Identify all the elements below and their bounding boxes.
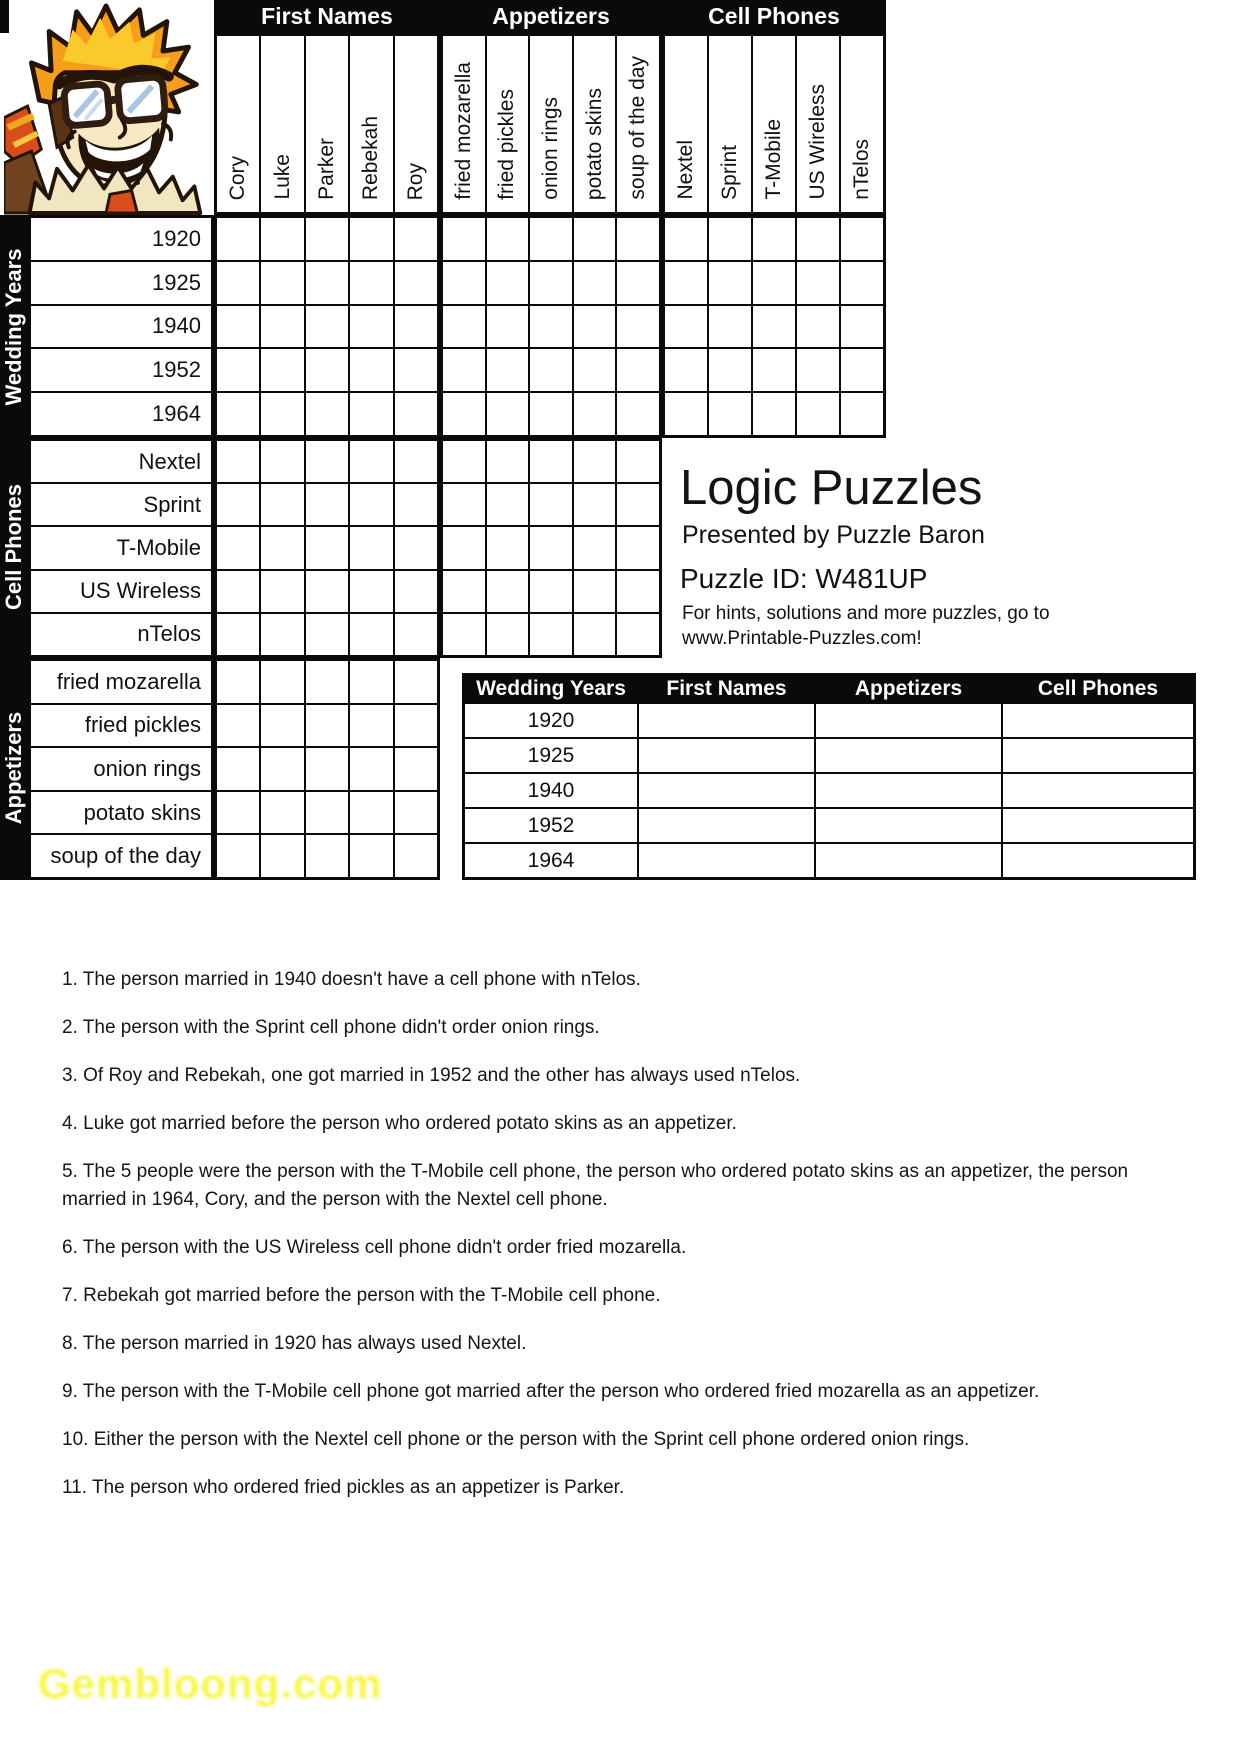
answer-table-header: First Names bbox=[639, 676, 814, 702]
grid-cell[interactable] bbox=[617, 614, 659, 655]
column-header-label: fried pickles bbox=[495, 89, 519, 200]
grid-cell[interactable] bbox=[306, 614, 348, 655]
column-group-title: First Names bbox=[261, 3, 393, 29]
grid-cell[interactable] bbox=[306, 705, 348, 747]
grid-cell[interactable] bbox=[487, 614, 529, 655]
grid-cell[interactable] bbox=[217, 792, 259, 834]
grid-cell[interactable] bbox=[350, 661, 392, 703]
column-header-label: Parker bbox=[314, 138, 338, 200]
column-header-label: Cory bbox=[226, 155, 250, 200]
answer-table-cell[interactable] bbox=[639, 809, 814, 842]
column-header-label: potato skins bbox=[582, 87, 606, 200]
grid-cell[interactable] bbox=[306, 218, 348, 260]
grid-cell[interactable] bbox=[306, 441, 348, 482]
answer-table-cell[interactable] bbox=[639, 704, 814, 737]
answer-table-cell[interactable] bbox=[1003, 844, 1193, 877]
grid-cell[interactable] bbox=[574, 441, 616, 482]
grid-cell[interactable] bbox=[350, 262, 392, 304]
answer-table-cell[interactable] bbox=[1003, 809, 1193, 842]
grid-block-names-phones bbox=[214, 438, 440, 658]
column-header-label: Rebekah bbox=[359, 115, 383, 200]
grid-block-names-appetizers bbox=[214, 658, 440, 880]
grid-cell[interactable] bbox=[574, 393, 616, 435]
grid-cell[interactable] bbox=[443, 484, 485, 525]
grid-cell[interactable] bbox=[617, 218, 659, 260]
grid-cell[interactable] bbox=[395, 441, 437, 482]
clue-item: 9. The person with the T-Mobile cell phone got married after the person who ordered fried mozarella as an appetizer. bbox=[62, 1381, 1040, 1402]
row-label: nTelos bbox=[31, 614, 211, 655]
column-header-label: Sprint bbox=[718, 145, 741, 200]
clue-item: 11. The person who ordered fried pickles as an appetizer is Parker. bbox=[62, 1477, 625, 1498]
grid-cell[interactable] bbox=[530, 393, 572, 435]
row-group-title: Cell Phones bbox=[1, 484, 26, 610]
grid-cell[interactable] bbox=[797, 393, 839, 435]
column-group-header-bar bbox=[214, 0, 886, 33]
grid-cell[interactable] bbox=[797, 306, 839, 348]
grid-cell[interactable] bbox=[665, 393, 707, 435]
answer-table-cell[interactable] bbox=[1003, 774, 1193, 807]
row-labels-cell-phones bbox=[28, 438, 214, 658]
column-header bbox=[487, 36, 529, 212]
grid-cell[interactable] bbox=[443, 306, 485, 348]
answer-table-cell[interactable] bbox=[816, 739, 1001, 772]
column-header bbox=[753, 36, 795, 212]
grid-cell[interactable] bbox=[217, 349, 259, 391]
row-group-title: Appetizers bbox=[1, 711, 26, 825]
grid-cell[interactable] bbox=[530, 484, 572, 525]
grid-cell[interactable] bbox=[841, 306, 883, 348]
grid-block-phones-years bbox=[662, 215, 886, 438]
grid-cell[interactable] bbox=[395, 835, 437, 877]
grid-cell[interactable] bbox=[350, 306, 392, 348]
row-label: fried mozarella bbox=[31, 661, 211, 703]
grid-block-appetizers-phones bbox=[440, 438, 662, 658]
grid-cell[interactable] bbox=[487, 306, 529, 348]
grid-cell[interactable] bbox=[530, 571, 572, 612]
hint-url: www.Printable-Puzzles.com! bbox=[682, 628, 922, 649]
grid-cell[interactable] bbox=[574, 614, 616, 655]
grid-cell[interactable] bbox=[350, 349, 392, 391]
grid-cell[interactable] bbox=[395, 218, 437, 260]
grid-cell[interactable] bbox=[709, 306, 751, 348]
grid-cell[interactable] bbox=[709, 262, 751, 304]
grid-cell[interactable] bbox=[261, 614, 303, 655]
grid-cell[interactable] bbox=[261, 441, 303, 482]
grid-cell[interactable] bbox=[350, 571, 392, 612]
grid-cell[interactable] bbox=[261, 393, 303, 435]
column-header-label: onion rings bbox=[538, 97, 562, 200]
clue-item: 1. The person married in 1940 doesn't have a cell phone with nTelos. bbox=[62, 969, 641, 990]
row-label: Nextel bbox=[31, 441, 211, 482]
grid-cell[interactable] bbox=[617, 262, 659, 304]
grid-cell[interactable] bbox=[487, 262, 529, 304]
grid-cell[interactable] bbox=[350, 614, 392, 655]
answer-table-cell[interactable] bbox=[816, 844, 1001, 877]
answer-table-cell[interactable] bbox=[639, 774, 814, 807]
answer-table bbox=[462, 673, 1196, 880]
column-header bbox=[841, 36, 883, 212]
column-header bbox=[797, 36, 839, 212]
answer-table-cell[interactable] bbox=[816, 704, 1001, 737]
grid-cell[interactable] bbox=[797, 262, 839, 304]
watermark: Gembloong.com bbox=[38, 1660, 383, 1707]
grid-cell[interactable] bbox=[709, 393, 751, 435]
answer-table-cell[interactable] bbox=[639, 844, 814, 877]
answer-table-year: 1925 bbox=[465, 739, 637, 772]
grid-cell[interactable] bbox=[574, 262, 616, 304]
grid-cell[interactable] bbox=[217, 748, 259, 790]
grid-cell[interactable] bbox=[617, 571, 659, 612]
row-label: fried pickles bbox=[31, 705, 211, 747]
grid-cell[interactable] bbox=[443, 527, 485, 568]
column-header-label: soup of the day bbox=[626, 56, 650, 200]
grid-cell[interactable] bbox=[443, 614, 485, 655]
answer-table-header: Cell Phones bbox=[1003, 676, 1193, 702]
grid-cell[interactable] bbox=[395, 571, 437, 612]
grid-cell[interactable] bbox=[617, 393, 659, 435]
grid-cell[interactable] bbox=[617, 527, 659, 568]
grid-block-appetizers-years bbox=[440, 215, 662, 438]
clue-item: 8. The person married in 1920 has always used Nextel. bbox=[62, 1333, 527, 1354]
grid-cell[interactable] bbox=[306, 393, 348, 435]
grid-cell[interactable] bbox=[261, 571, 303, 612]
answer-table-cell[interactable] bbox=[1003, 704, 1193, 737]
answer-table-cell[interactable] bbox=[1003, 739, 1193, 772]
grid-cell[interactable] bbox=[617, 441, 659, 482]
grid-cell[interactable] bbox=[261, 527, 303, 568]
grid-cell[interactable] bbox=[617, 306, 659, 348]
grid-cell[interactable] bbox=[530, 441, 572, 482]
grid-cell[interactable] bbox=[574, 484, 616, 525]
answer-table-cell[interactable] bbox=[816, 774, 1001, 807]
grid-cell[interactable] bbox=[217, 614, 259, 655]
grid-cell[interactable] bbox=[797, 218, 839, 260]
grid-cell[interactable] bbox=[306, 835, 348, 877]
answer-table-header: Wedding Years bbox=[465, 676, 637, 702]
column-headers-cell-phones bbox=[662, 33, 886, 215]
grid-cell[interactable] bbox=[261, 306, 303, 348]
column-header bbox=[665, 36, 707, 212]
grid-cell[interactable] bbox=[753, 306, 795, 348]
grid-cell[interactable] bbox=[306, 306, 348, 348]
grid-cell[interactable] bbox=[261, 792, 303, 834]
grid-cell[interactable] bbox=[617, 349, 659, 391]
row-label: US Wireless bbox=[31, 571, 211, 612]
grid-cell[interactable] bbox=[395, 262, 437, 304]
clue-item: 7. Rebekah got married before the person with the T-Mobile cell phone. bbox=[62, 1285, 661, 1306]
grid-cell[interactable] bbox=[487, 484, 529, 525]
grid-cell[interactable] bbox=[530, 527, 572, 568]
clue-item: 2. The person with the Sprint cell phone didn't order onion rings. bbox=[62, 1017, 600, 1038]
column-header bbox=[530, 36, 572, 212]
grid-cell[interactable] bbox=[306, 262, 348, 304]
grid-cell[interactable] bbox=[487, 393, 529, 435]
row-label: 1940 bbox=[31, 306, 211, 348]
grid-cell[interactable] bbox=[395, 792, 437, 834]
grid-cell[interactable] bbox=[350, 527, 392, 568]
grid-cell[interactable] bbox=[350, 441, 392, 482]
grid-block-names-years bbox=[214, 215, 440, 438]
grid-cell[interactable] bbox=[306, 527, 348, 568]
grid-cell[interactable] bbox=[841, 393, 883, 435]
grid-cell[interactable] bbox=[350, 705, 392, 747]
column-header-label: Luke bbox=[270, 154, 294, 200]
grid-cell[interactable] bbox=[350, 484, 392, 525]
grid-cell[interactable] bbox=[665, 306, 707, 348]
grid-cell[interactable] bbox=[395, 349, 437, 391]
column-header bbox=[350, 36, 392, 212]
grid-cell[interactable] bbox=[530, 262, 572, 304]
grid-cell[interactable] bbox=[530, 614, 572, 655]
grid-cell[interactable] bbox=[350, 393, 392, 435]
grid-cell[interactable] bbox=[261, 748, 303, 790]
grid-cell[interactable] bbox=[665, 218, 707, 260]
column-header bbox=[617, 36, 659, 212]
page-subtitle: Presented by Puzzle Baron bbox=[682, 521, 985, 549]
grid-cell[interactable] bbox=[797, 349, 839, 391]
grid-cell[interactable] bbox=[753, 349, 795, 391]
grid-cell[interactable] bbox=[217, 218, 259, 260]
column-header bbox=[443, 36, 485, 212]
grid-cell[interactable] bbox=[350, 218, 392, 260]
grid-cell[interactable] bbox=[395, 306, 437, 348]
grid-cell[interactable] bbox=[261, 262, 303, 304]
column-header-label: nTelos bbox=[850, 139, 873, 200]
row-labels-wedding-years bbox=[28, 215, 214, 438]
row-label: potato skins bbox=[31, 792, 211, 834]
grid-cell[interactable] bbox=[217, 835, 259, 877]
grid-cell[interactable] bbox=[443, 218, 485, 260]
answer-table-cell[interactable] bbox=[816, 809, 1001, 842]
column-header bbox=[261, 36, 303, 212]
grid-cell[interactable] bbox=[487, 218, 529, 260]
column-header bbox=[574, 36, 616, 212]
grid-cell[interactable] bbox=[395, 614, 437, 655]
grid-cell[interactable] bbox=[753, 262, 795, 304]
column-header-label: T-Mobile bbox=[762, 119, 785, 200]
row-labels-appetizers bbox=[28, 658, 214, 880]
clue-item: 3. Of Roy and Rebekah, one got married in 1952 and the other has always used nTelos. bbox=[62, 1065, 801, 1086]
grid-cell[interactable] bbox=[487, 349, 529, 391]
grid-cell[interactable] bbox=[709, 218, 751, 260]
clue-item: 4. Luke got married before the person who ordered potato skins as an appetizer. bbox=[62, 1113, 737, 1134]
grid-cell[interactable] bbox=[841, 349, 883, 391]
grid-cell[interactable] bbox=[530, 306, 572, 348]
grid-cell[interactable] bbox=[487, 571, 529, 612]
grid-cell[interactable] bbox=[217, 441, 259, 482]
row-label: Sprint bbox=[31, 484, 211, 525]
row-label: 1952 bbox=[31, 349, 211, 391]
clue-item: 6. The person with the US Wireless cell phone didn't order fried mozarella. bbox=[62, 1237, 687, 1258]
grid-cell[interactable] bbox=[395, 748, 437, 790]
hint-text-line1: For hints, solutions and more puzzles, go to bbox=[682, 603, 1050, 624]
grid-cell[interactable] bbox=[217, 306, 259, 348]
grid-cell[interactable] bbox=[574, 571, 616, 612]
grid-cell[interactable] bbox=[306, 571, 348, 612]
column-header-label: US Wireless bbox=[806, 84, 829, 200]
puzzle-baron-mascot bbox=[4, 0, 214, 215]
grid-cell[interactable] bbox=[574, 349, 616, 391]
grid-cell[interactable] bbox=[261, 349, 303, 391]
answer-table-year: 1940 bbox=[465, 774, 637, 807]
grid-cell[interactable] bbox=[217, 262, 259, 304]
grid-cell[interactable] bbox=[841, 218, 883, 260]
grid-cell[interactable] bbox=[487, 441, 529, 482]
grid-cell[interactable] bbox=[665, 349, 707, 391]
grid-cell[interactable] bbox=[443, 441, 485, 482]
column-header bbox=[709, 36, 751, 212]
grid-cell[interactable] bbox=[395, 393, 437, 435]
puzzle-id: Puzzle ID: W481UP bbox=[680, 563, 928, 594]
top-left-corner-block bbox=[0, 0, 9, 33]
grid-cell[interactable] bbox=[487, 527, 529, 568]
answer-table-year: 1964 bbox=[465, 844, 637, 877]
clue-item: 10. Either the person with the Nextel cell phone or the person with the Sprint cell phone ordered onion rings. bbox=[62, 1429, 970, 1450]
grid-cell[interactable] bbox=[665, 262, 707, 304]
grid-cell[interactable] bbox=[617, 484, 659, 525]
answer-table-cell[interactable] bbox=[639, 739, 814, 772]
grid-cell[interactable] bbox=[350, 792, 392, 834]
column-header bbox=[306, 36, 348, 212]
grid-cell[interactable] bbox=[306, 748, 348, 790]
column-header bbox=[395, 36, 437, 212]
grid-cell[interactable] bbox=[217, 661, 259, 703]
row-label: 1920 bbox=[31, 218, 211, 260]
column-headers-appetizers bbox=[440, 33, 662, 215]
grid-cell[interactable] bbox=[261, 705, 303, 747]
grid-cell[interactable] bbox=[443, 393, 485, 435]
grid-cell[interactable] bbox=[753, 218, 795, 260]
column-header bbox=[217, 36, 259, 212]
grid-cell[interactable] bbox=[395, 527, 437, 568]
grid-cell[interactable] bbox=[306, 349, 348, 391]
column-headers-first-names bbox=[214, 33, 440, 215]
grid-cell[interactable] bbox=[261, 661, 303, 703]
row-label: 1925 bbox=[31, 262, 211, 304]
grid-cell[interactable] bbox=[306, 661, 348, 703]
row-label: onion rings bbox=[31, 748, 211, 790]
answer-table-year: 1920 bbox=[465, 704, 637, 737]
grid-cell[interactable] bbox=[395, 661, 437, 703]
grid-cell[interactable] bbox=[261, 484, 303, 525]
answer-table-header: Appetizers bbox=[816, 676, 1001, 702]
grid-cell[interactable] bbox=[217, 527, 259, 568]
grid-cell[interactable] bbox=[306, 792, 348, 834]
row-label: T-Mobile bbox=[31, 527, 211, 568]
grid-cell[interactable] bbox=[350, 748, 392, 790]
row-group-title: Wedding Years bbox=[1, 248, 26, 406]
clue-item: 5. The 5 people were the person with the T-Mobile cell phone, the person who ordered potato skins as an appetizer, the person married in 1964, Cory, and the person with the Nextel cell phone. bbox=[62, 1161, 1129, 1210]
grid-cell[interactable] bbox=[443, 262, 485, 304]
answer-table-year: 1952 bbox=[465, 809, 637, 842]
grid-cell[interactable] bbox=[443, 571, 485, 612]
grid-cell[interactable] bbox=[261, 218, 303, 260]
row-group-header-band bbox=[0, 215, 28, 880]
grid-cell[interactable] bbox=[395, 705, 437, 747]
grid-cell[interactable] bbox=[217, 393, 259, 435]
grid-cell[interactable] bbox=[395, 484, 437, 525]
grid-cell[interactable] bbox=[709, 349, 751, 391]
grid-cell[interactable] bbox=[306, 484, 348, 525]
column-header-label: Roy bbox=[403, 162, 427, 200]
grid-cell[interactable] bbox=[217, 705, 259, 747]
grid-cell[interactable] bbox=[841, 262, 883, 304]
column-group-title: Cell Phones bbox=[708, 3, 840, 29]
grid-cell[interactable] bbox=[443, 349, 485, 391]
grid-cell[interactable] bbox=[350, 835, 392, 877]
column-group-title: Appetizers bbox=[492, 3, 610, 29]
grid-cell[interactable] bbox=[530, 218, 572, 260]
grid-cell[interactable] bbox=[261, 835, 303, 877]
grid-cell[interactable] bbox=[217, 484, 259, 525]
row-label: 1964 bbox=[31, 393, 211, 435]
grid-cell[interactable] bbox=[574, 218, 616, 260]
row-label: soup of the day bbox=[31, 835, 211, 877]
grid-cell[interactable] bbox=[574, 306, 616, 348]
page-title: Logic Puzzles bbox=[680, 461, 983, 515]
grid-cell[interactable] bbox=[753, 393, 795, 435]
column-header-label: Nextel bbox=[674, 140, 697, 200]
column-header-label: fried mozarella bbox=[451, 62, 475, 200]
grid-cell[interactable] bbox=[574, 527, 616, 568]
grid-cell[interactable] bbox=[217, 571, 259, 612]
grid-cell[interactable] bbox=[530, 349, 572, 391]
